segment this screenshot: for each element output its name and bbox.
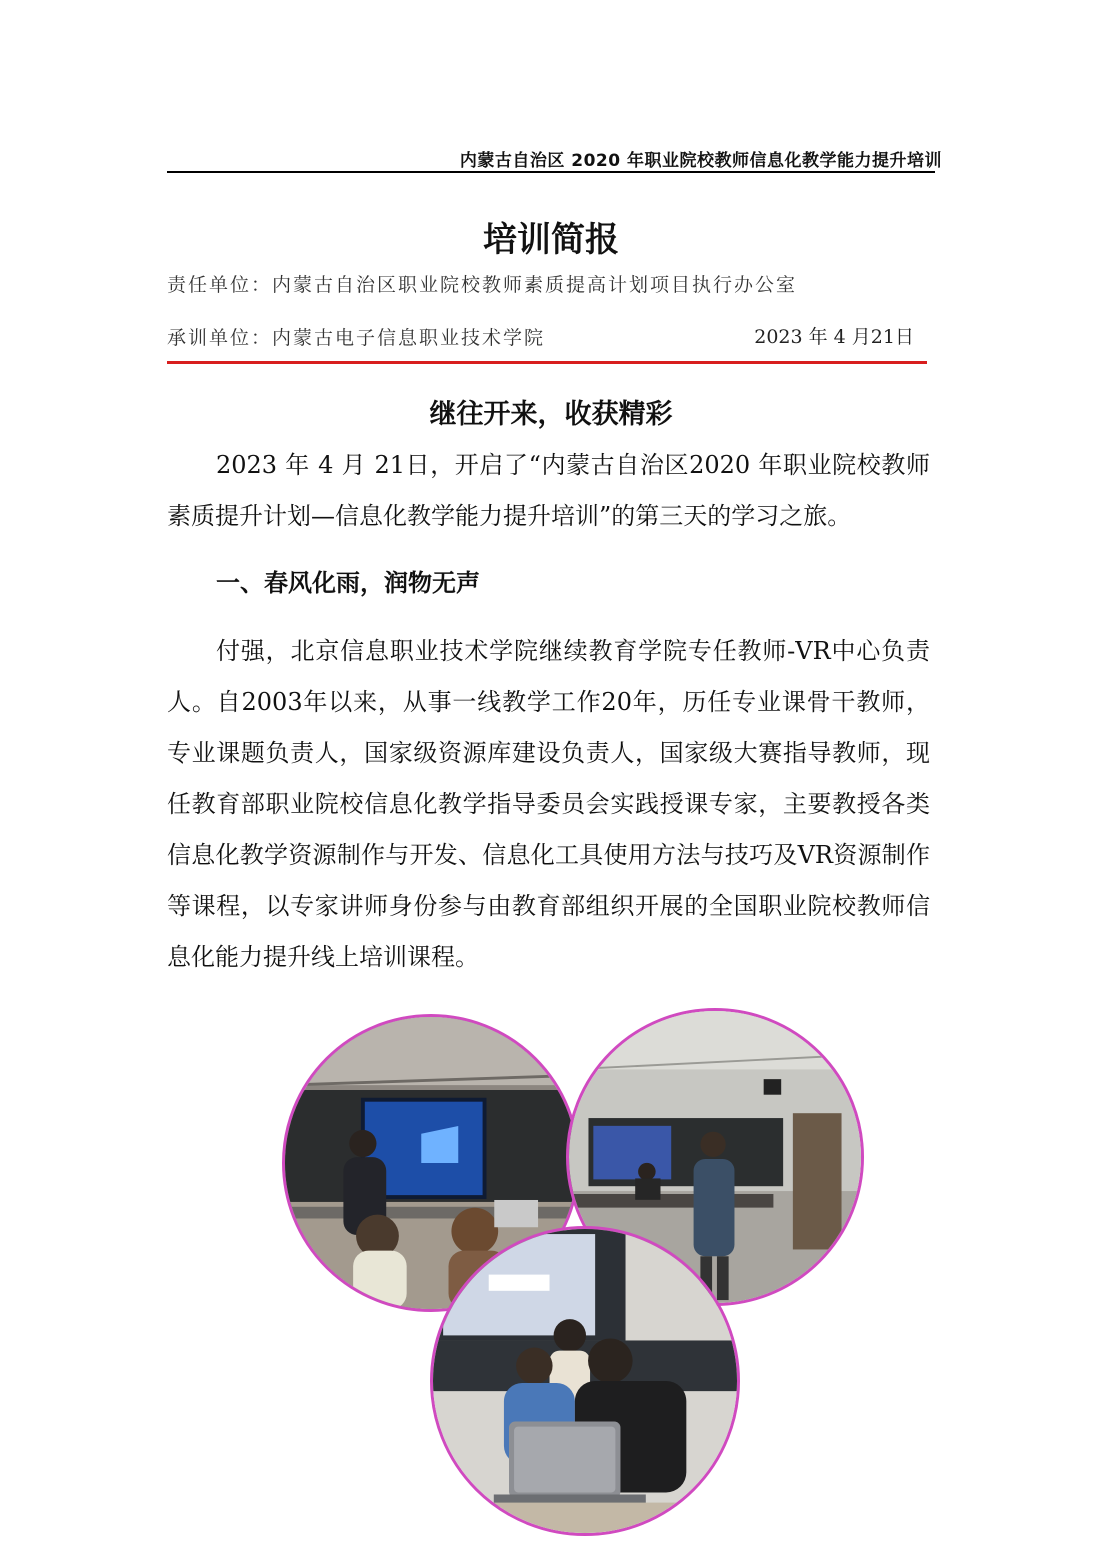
article-title: 继往开来，收获精彩 — [429, 399, 673, 430]
section-heading: 一、春风化雨，润物无声 — [216, 569, 480, 597]
responsible-unit: 责任单位：内蒙古自治区职业院校教师素质提高计划项目执行办公室 — [167, 274, 798, 296]
bio-paragraph: 付强，北京信息职业技术学院继续教育学院专任教师-VR中心负责人。自2003年以来，从事一线教学工作20年，历任专业课骨干教师，专业课题负责人，国家级资源库建设负责人，国家级大赛指导教师，现任教育部职业院校信息化教学指导委员会实践授课专家，主要教授各类信息化教学资源制作与开发、信息化工具使用方法与技巧及VR资源制作等课程，以专家讲师身份参与由教育部组织开展的全国职业院校教师信息化能力提升线上培训课程。 — [167, 637, 930, 971]
header-divider — [167, 171, 935, 173]
red-divider — [167, 361, 927, 364]
intro-paragraph: 2023 年 4 月 21日，开启了“内蒙古自治区2020 年职业院校教师素质提升计划—信息化教学能力提升培训”的第三天的学习之旅。 — [167, 451, 930, 530]
document-date: 2023 年 4 月21日 — [754, 326, 914, 348]
training-unit: 承训单位：内蒙古电子信息职业技术学院 — [167, 327, 546, 349]
header-title: 内蒙古自治区 2020 年职业院校教师信息化教学能力提升培训 — [459, 151, 942, 171]
document-title: 培训简报 — [483, 220, 619, 260]
training-photo-laptop — [430, 1226, 740, 1536]
